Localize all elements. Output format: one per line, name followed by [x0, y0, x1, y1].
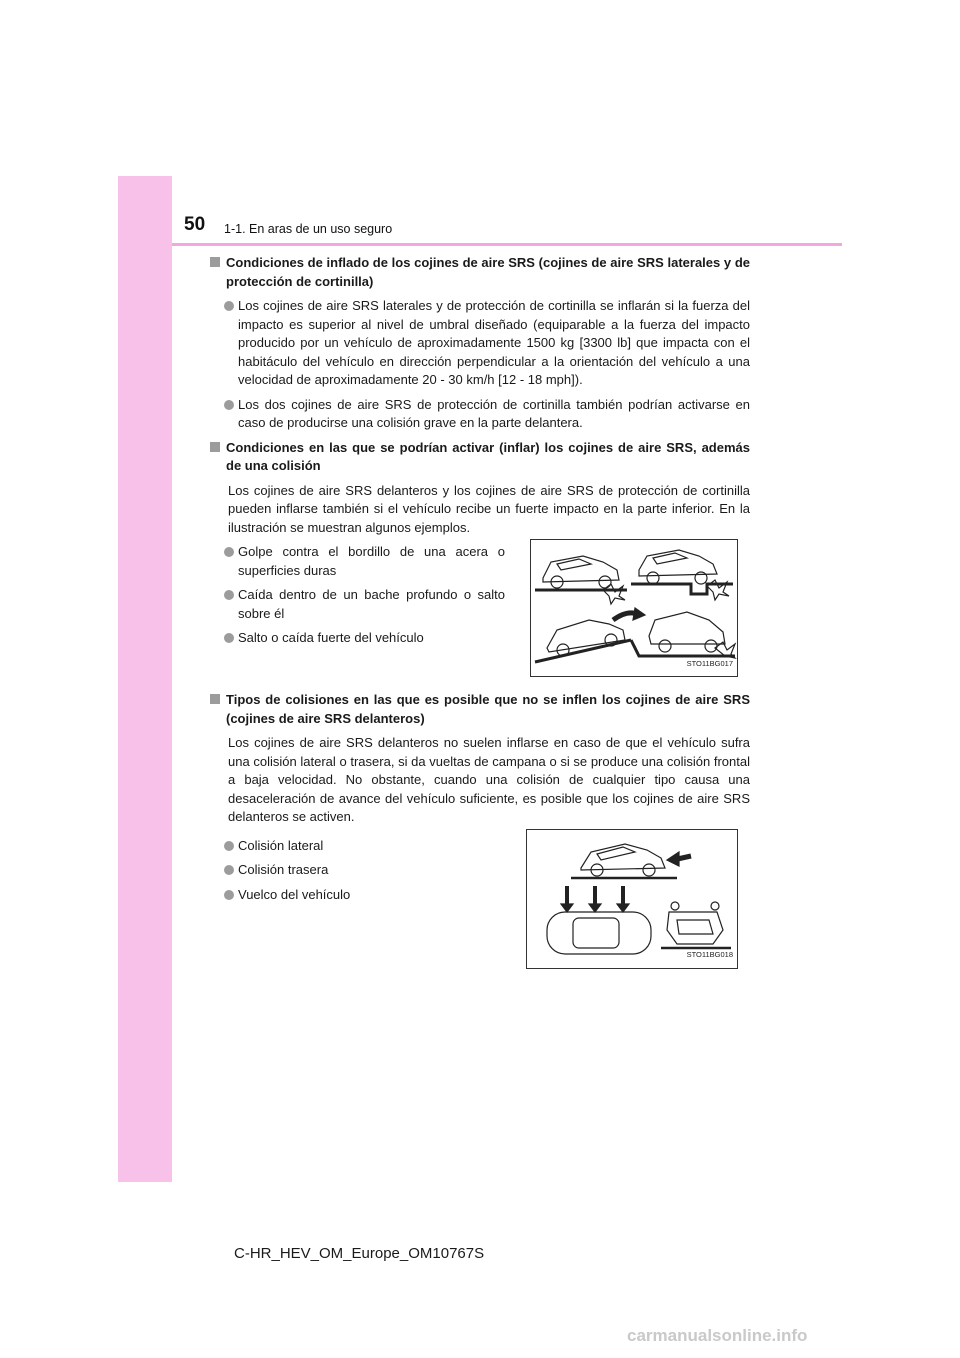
list-item — [210, 396, 750, 433]
heading-other-activation-conditions — [210, 439, 750, 476]
list-item-text: Vuelco del vehículo — [238, 886, 351, 902]
round-bullet-icon — [224, 841, 234, 851]
side-tab-bar — [118, 176, 172, 1182]
figure-row-underbody-impacts — [210, 543, 750, 683]
illustration-underbody-impacts — [530, 539, 738, 677]
list-item-text: Colisión trasera — [238, 862, 329, 877]
round-bullet-icon — [224, 890, 234, 900]
square-bullet-icon — [210, 694, 220, 704]
list-item — [210, 629, 505, 648]
list-item — [210, 586, 505, 623]
square-bullet-icon — [210, 442, 220, 452]
paragraph: Los cojines de aire SRS delanteros no suelen inflarse en caso de que el vehículo sufra una colisión lateral o trasera, si da vueltas de campana o si se produce una colisión frontal a baja velocidad. No obstante, cuando una colisión de cualquier tipo causa una desaceleración de avance del vehículo suficiente, es posible que los cojines de aire SRS delanteros se activen. — [228, 735, 750, 824]
round-bullet-icon — [224, 547, 234, 557]
bullet-column — [210, 543, 505, 648]
list-item-text: Colisión lateral — [238, 837, 324, 853]
list-item-text: Los cojines de aire SRS laterales y de protección de cortinilla se inflarán si la fuerza del impacto es superior al nivel de umbral diseñado (equiparable a la fuerza del impacto producido por un vehículo de aproximadamente 1500 kg [3300 lb] que impacta con el habitáculo del vehículo en dirección perpendicular a la orientación del vehículo a una velocidad de aproximadamente 20 - 30 km/h [12 - 18 mph]). — [238, 298, 750, 387]
round-bullet-icon — [224, 865, 234, 875]
round-bullet-icon — [224, 301, 234, 311]
round-bullet-icon — [224, 590, 234, 600]
heading-no-inflation-collisions — [210, 691, 750, 728]
list-item — [210, 543, 505, 580]
list-item-text: Caída dentro de un bache profundo o salto sobre él — [238, 587, 505, 621]
heading-text: Tipos de colisiones en las que es posible que no se inflen los cojines de aire SRS (cojines de aire SRS delanteros) — [226, 692, 750, 726]
section-title: 1-1. En aras de un uso seguro — [224, 222, 393, 236]
heading-text: Condiciones en las que se podrían activar (inflar) los cojines de aire SRS, además de una colisión — [226, 439, 750, 473]
page-content — [210, 254, 750, 977]
bullet-column — [210, 837, 505, 905]
square-bullet-icon — [210, 257, 220, 267]
figure-label: STO11BG017 — [686, 658, 733, 668]
list-item — [210, 837, 505, 856]
list-item-text: Los dos cojines de aire SRS de protección de cortinilla también podrían activarse en caso de producirse una colisión grave en la parte delantera. — [238, 396, 750, 430]
list-item — [210, 297, 750, 390]
paragraph: Los cojines de aire SRS delanteros y los cojines de aire SRS de protección de cortinilla pueden inflarse también si el vehículo recibe un fuerte impacto en la parte inferior. En la ilustración se muestran algunos ejemplos. — [228, 482, 750, 535]
heading-text: Condiciones de inflado de los cojines de aire SRS (cojines de aire SRS laterales y de protección de cortinilla) — [226, 255, 750, 289]
figure-row-collision-types — [210, 837, 750, 977]
illustration-collision-types — [526, 829, 738, 969]
list-item-text: Golpe contra el bordillo de una acera o superficies duras — [238, 544, 505, 578]
header-rule — [172, 243, 842, 246]
list-item-text: Salto o caída fuerte del vehículo — [238, 630, 424, 645]
round-bullet-icon — [224, 633, 234, 643]
list-item — [210, 886, 505, 905]
document-code-footer: C-HR_HEV_OM_Europe_OM10767S — [234, 1245, 485, 1262]
figure-label: STO11BG018 — [686, 950, 733, 959]
page-number: 50 — [184, 214, 206, 235]
round-bullet-icon — [224, 400, 234, 410]
list-item — [210, 861, 505, 880]
watermark: carmanualsonline.info — [627, 1326, 808, 1345]
heading-side-curtain-conditions — [210, 254, 750, 291]
